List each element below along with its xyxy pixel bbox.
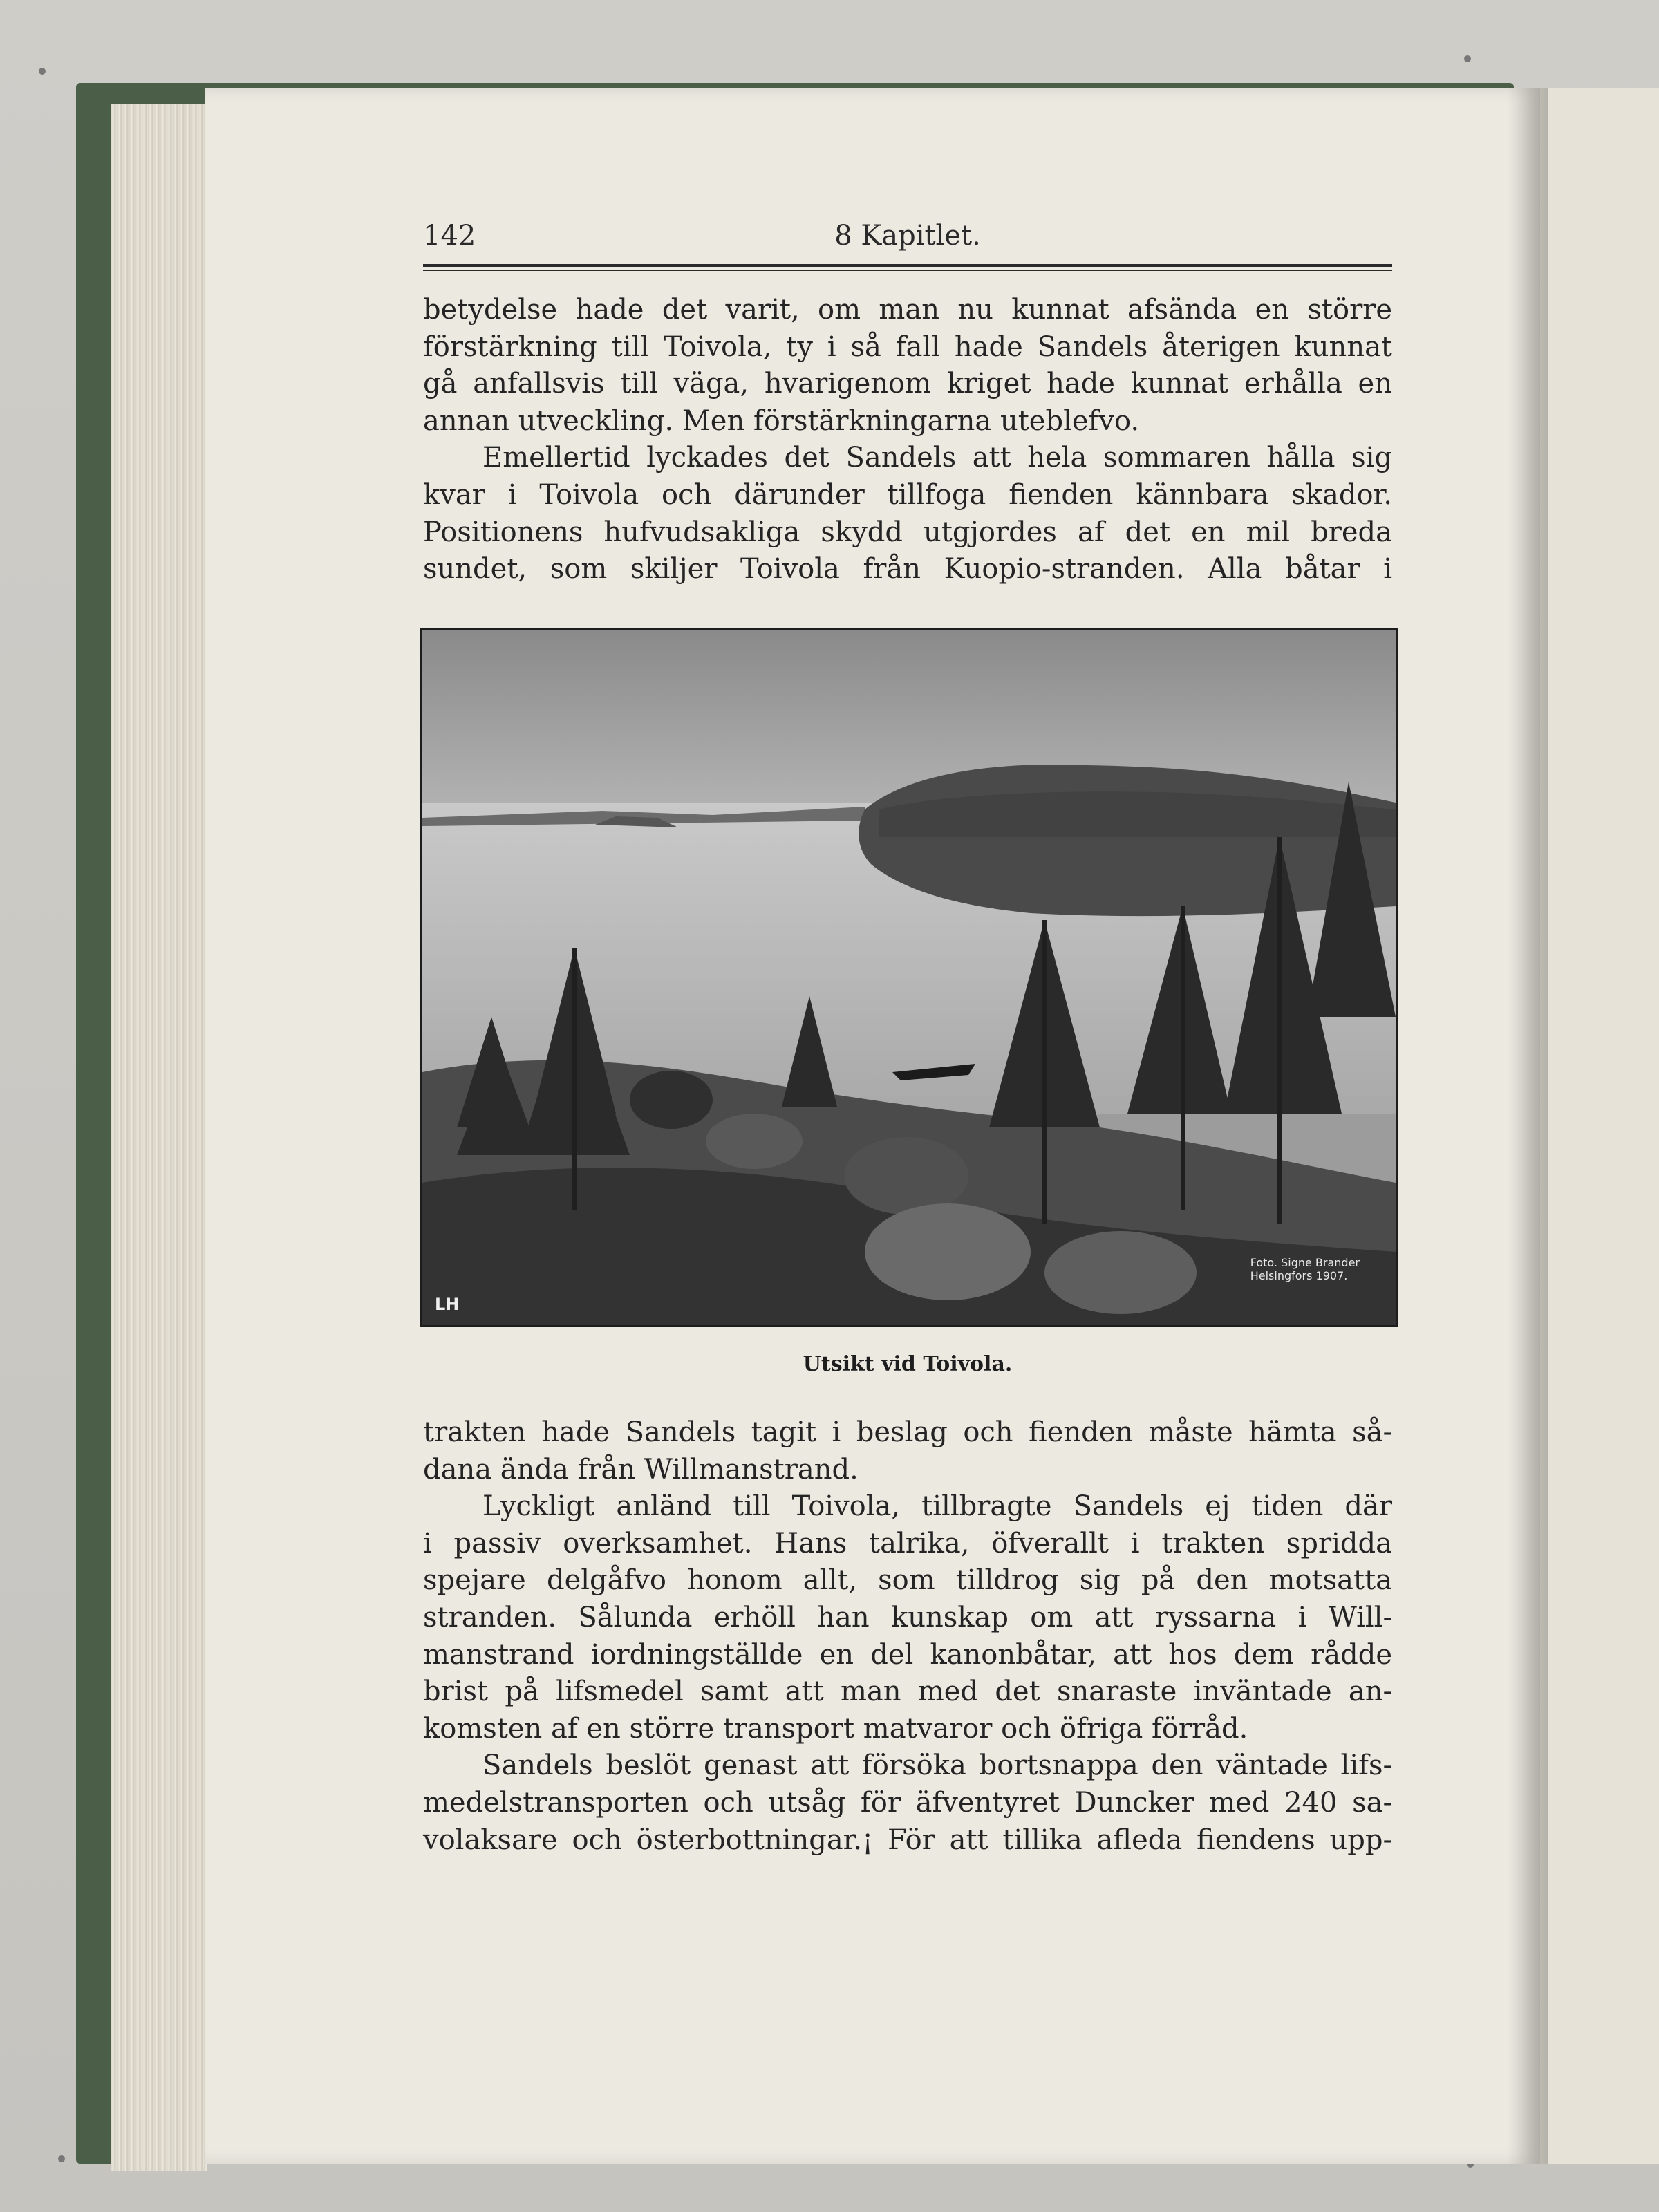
text-line: kvar i Toivola och därunder tillfoga fienden kännbara skador. [423, 478, 1392, 511]
text-line: Lyckligt anländ till Toivola, tillbragte Sandels ej tiden där [482, 1490, 1392, 1523]
running-head: 8 Kapitlet. [834, 220, 981, 252]
text-line: medelstransporten och utsåg för äfventyret Duncker med 240 sa- [423, 1786, 1392, 1819]
text-line: Positionens hufvudsakliga skydd utgjordes af det en mil breda [423, 516, 1392, 548]
top-paragraphs [423, 292, 1392, 588]
text-line: komsten af en större transport matvaror och öfriga förråd. [423, 1712, 1248, 1745]
header-rule-thin [423, 270, 1392, 271]
page-number: 142 [423, 220, 476, 252]
text-line: stranden. Sålunda erhöll han kunskap om att ryssarna i Will- [423, 1601, 1392, 1633]
engraver-monogram: LH [435, 1295, 460, 1314]
text-line: Sandels beslöt genast att försöka bortsnappa den väntade lifs- [482, 1750, 1392, 1782]
photo-credit-line1: Foto. Signe Brander [1250, 1256, 1360, 1269]
text-line: dana ända från Willmanstrand. [423, 1453, 859, 1485]
text-line: i passiv overksamhet. Hans talrika, öfverallt i trakten spridda [423, 1527, 1392, 1559]
text-line: gå anfallsvis till väga, hvarigenom kriget hade kunnat erhålla en [423, 368, 1392, 400]
next-page [1533, 88, 1659, 2164]
text-line: annan utveckling. Men förstärkningarna uteblefvo. [423, 404, 1140, 437]
text-line: sundet, som skiljer Toivola från Kuopio-stranden. Alla båtar i [423, 553, 1392, 585]
header-rule [423, 264, 1392, 267]
photo-credit-line2: Helsingfors 1907. [1250, 1269, 1348, 1282]
text-line: betydelse hade det varit, om man nu kunnat afsända en större [423, 294, 1392, 326]
text-line: trakten hade Sandels tagit i beslag och fienden måste hämta så- [423, 1416, 1392, 1448]
text-line: brist på lifsmedel samt att man med det snaraste inväntade an- [423, 1676, 1392, 1708]
text-line: volaksare och österbottningar.¡ För att tillika afleda fiendens upp- [423, 1824, 1392, 1856]
photo-credit [1250, 1256, 1360, 1282]
pin-top-right [1464, 55, 1471, 62]
text-line: manstrand iordningställde en del kanonbåtar, att hos dem rådde [423, 1638, 1392, 1671]
text-line: förstärkning till Toivola, ty i så fall hade Sandels återigen kunnat [423, 330, 1392, 363]
pin-bottom-left [58, 2155, 65, 2162]
lake-photo [422, 630, 1396, 1325]
bottom-paragraphs [423, 1414, 1392, 1859]
text-line: Emellertid lyckades det Sandels att hela sommaren hålla sig [482, 442, 1392, 474]
gutter-shadow [1507, 88, 1548, 2164]
page-edges [111, 104, 207, 2171]
figure-caption: Utsikt vid Toivola. [803, 1352, 1013, 1376]
pin-top-left [39, 68, 46, 75]
text-line: spejare delgåfvo honom allt, som tilldrog sig på den motsatta [423, 1564, 1392, 1597]
page-header [423, 220, 1392, 261]
photo-figure [420, 628, 1398, 1327]
